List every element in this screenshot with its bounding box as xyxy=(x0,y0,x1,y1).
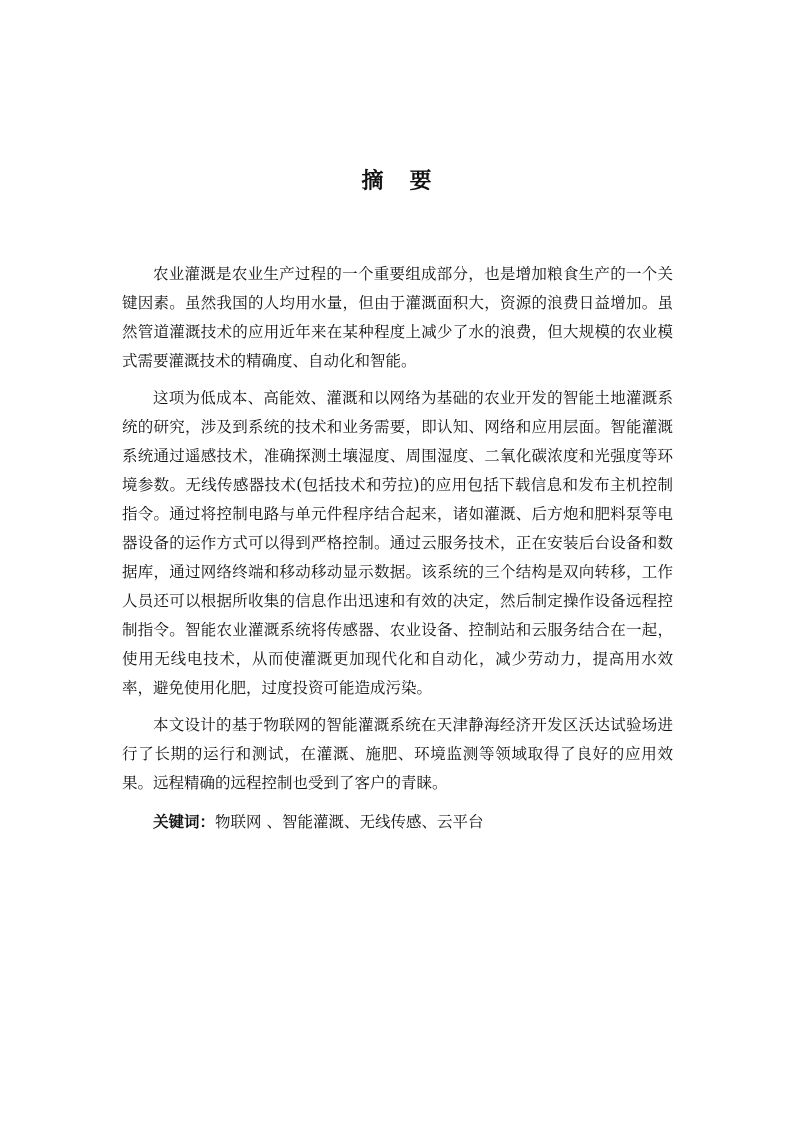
abstract-body xyxy=(122,260,673,837)
page-title xyxy=(0,166,793,198)
keywords-value: 物联网 、智能灌溉、无线传感、云平台 xyxy=(215,813,484,831)
title-char-2: 要 xyxy=(409,169,432,194)
abstract-paragraph-2: 这项为低成本、高能效、灌溉和以网络为基础的农业开发的智能土地灌溉系统的研究，涉及到系统的技术和业务需要，即认知、网络和应用层面。智能灌溉系统通过遥感技术，准确探测土壤湿度、周围湿度、二氧化碳浓度和光强度等环境参数。无线传感器技术(包括技术和劳拉)的应用包括下载信息和发布主机控制指令。通过将控制电路与单元件程序结合起来，诸如灌溉、后方炮和肥料泵等电器设备的运作方式可以得到严格控制。通过云服务技术，正在安装后台设备和数据库，通过网络终端和移动移动显示数据。该系统的三个结构是双向转移，工作人员还可以根据所收集的信息作出迅速和有效的决定，然后制定操作设备远程控制指令。智能农业灌溉系统将传感器、农业设备、控制站和云服务结合在一起，使用无线电技术，从而使灌溉更加现代化和自动化，减少劳动力，提高用水效率，避免使用化肥，过度投资可能造成污染。 xyxy=(122,389,673,697)
title-char-1: 摘 xyxy=(361,169,384,194)
keywords-line xyxy=(122,808,673,837)
abstract-paragraph-3: 本文设计的基于物联网的智能灌溉系统在天津静海经济开发区沃达试验场进行了长期的运行和测试，在灌溉、施肥、环境监测等领域取得了良好的应用效果。远程精确的远程控制也受到了客户的青睐。 xyxy=(122,716,673,792)
abstract-paragraph-1: 农业灌溉是农业生产过程的一个重要组成部分，也是增加粮食生产的一个关键因素。虽然我国的人均用水量，但由于灌溉面积大，资源的浪费日益增加。虽然管道灌溉技术的应用近年来在某种程度上减少了水的浪费，但大规模的农业模式需要灌溉技术的精确度、自动化和智能。 xyxy=(122,265,673,370)
keywords-label: 关键词： xyxy=(153,813,216,831)
